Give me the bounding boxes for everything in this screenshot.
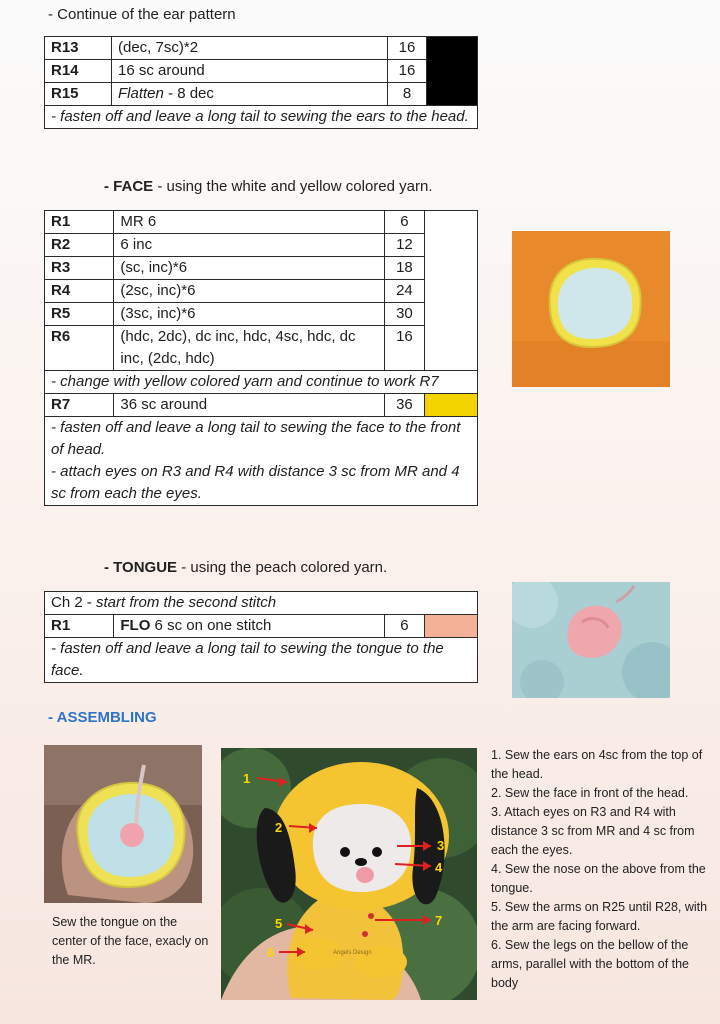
- chain-row: Ch 2 - start from the second stitch: [45, 592, 478, 615]
- table-row: [45, 211, 478, 234]
- tongue-heading: - TONGUE - using the peach colored yarn.: [104, 559, 388, 576]
- arrow-label-5: 5: [275, 916, 283, 931]
- table-row: [45, 326, 478, 371]
- stitch-count: 12: [384, 234, 424, 257]
- face-pattern-table: [44, 210, 478, 506]
- ear-pattern-table: [44, 36, 478, 129]
- stitch-count: 16: [384, 326, 424, 371]
- round-label: R2: [45, 234, 114, 257]
- round-label: R3: [45, 257, 114, 280]
- instruction-cell: 16 sc around: [112, 60, 388, 83]
- table-row: [45, 37, 478, 60]
- round-label: R14: [45, 60, 112, 83]
- instruction-cell: (hdc, 2dc), dc inc, hdc, 4sc, hdc, dc inc, (2dc, hdc): [114, 326, 384, 371]
- stitch-count: 16: [388, 37, 427, 60]
- table-row: [45, 615, 478, 638]
- instruction-cell: 6 inc: [114, 234, 384, 257]
- yellow-color-swatch: [425, 394, 478, 417]
- round-label: R7: [45, 394, 114, 417]
- round-label: R13: [45, 37, 112, 60]
- round-label: R1: [45, 211, 114, 234]
- instruction-cell: 36 sc around: [114, 394, 384, 417]
- tongue-caption: Sew the tongue on the center of the face, exacly on the MR.: [52, 915, 209, 967]
- arrow-label-1: 1: [243, 771, 251, 786]
- instruction-cell: (3sc, inc)*6: [114, 303, 384, 326]
- table-row: [45, 83, 478, 106]
- round-label: R1: [45, 615, 114, 638]
- tongue-pattern-table: [44, 591, 478, 683]
- arrow-label-4: 4: [435, 860, 443, 875]
- instruction-cell: (dec, 7sc)*2: [112, 37, 388, 60]
- ear-heading: - Continue of the ear pattern: [48, 6, 236, 23]
- instruction-cell: (2sc, inc)*6: [114, 280, 384, 303]
- stitch-count: 8: [388, 83, 427, 106]
- stitch-count: 30: [384, 303, 424, 326]
- tongue-piece-photo: [512, 582, 670, 698]
- stitch-count: 24: [384, 280, 424, 303]
- black-color-swatch: [427, 37, 478, 106]
- list-item: 1. Sew the ears on 4sc from the top of the head.: [491, 748, 703, 781]
- stitch-count: 18: [384, 257, 424, 280]
- instruction-cell: Flatten - 8 dec: [112, 83, 388, 106]
- photo-watermark: Angels Design: [333, 950, 372, 956]
- list-item: 4. Sew the nose on the above from the tongue.: [491, 862, 706, 895]
- face-heading: - FACE - using the white and yellow colored yarn.: [104, 178, 433, 195]
- arrow-label-6: 6: [267, 945, 275, 960]
- assembled-face-photo: [44, 745, 202, 903]
- table-row: [45, 417, 478, 506]
- stitch-count: 6: [384, 615, 424, 638]
- table-row: [45, 303, 478, 326]
- round-label: R15: [45, 83, 112, 106]
- white-color-swatch: [425, 211, 478, 371]
- instruction-cell: FLO 6 sc on one stitch: [114, 615, 384, 638]
- list-item: 6. Sew the legs on the bellow of the arms, parallel with the bottom of the body: [491, 938, 690, 990]
- instruction-cell: (sc, inc)*6: [114, 257, 384, 280]
- assembly-steps-list: [491, 746, 719, 993]
- arrow-label-2: 2: [275, 820, 283, 835]
- round-label: R4: [45, 280, 114, 303]
- table-row: [45, 394, 478, 417]
- stitch-count: 6: [384, 211, 424, 234]
- table-row: [45, 638, 478, 683]
- stitch-count: 36: [384, 394, 424, 417]
- table-row: [45, 371, 478, 394]
- table-row: [45, 257, 478, 280]
- note-cell: - fasten off and leave a long tail to sewing the ears to the head.: [45, 106, 478, 129]
- table-row: [45, 592, 478, 615]
- table-row: [45, 234, 478, 257]
- assembling-heading: - ASSEMBLING: [48, 709, 157, 726]
- arrow-label-3: 3: [437, 838, 445, 853]
- stitch-count: 16: [388, 60, 427, 83]
- table-row: [45, 106, 478, 129]
- face-piece-photo: [512, 231, 670, 387]
- arrow-label-7: 7: [435, 913, 443, 928]
- list-item: 3. Attach eyes on R3 and R4 with distance 3 sc from MR and 4 sc from each the eyes.: [491, 805, 695, 857]
- note-cell: - change with yellow colored yarn and continue to work R7: [45, 371, 478, 394]
- round-label: R6: [45, 326, 114, 371]
- list-item: 5. Sew the arms on R25 until R28, with the arm are facing forward.: [491, 900, 708, 933]
- round-label: R5: [45, 303, 114, 326]
- note-cell: - fasten off and leave a long tail to sewing the face to the front of head. - attach eyes on R3 and R4 with distance 3 sc from MR and 4 sc from each the eyes.: [45, 417, 478, 506]
- assembled-doll-photo: [221, 748, 477, 1000]
- table-row: [45, 280, 478, 303]
- peach-color-swatch: [425, 615, 478, 638]
- list-item: 2. Sew the face in front of the head.: [491, 786, 689, 800]
- note-cell: - fasten off and leave a long tail to sewing the tongue to the face.: [45, 638, 478, 683]
- instruction-cell: MR 6: [114, 211, 384, 234]
- table-row: [45, 60, 478, 83]
